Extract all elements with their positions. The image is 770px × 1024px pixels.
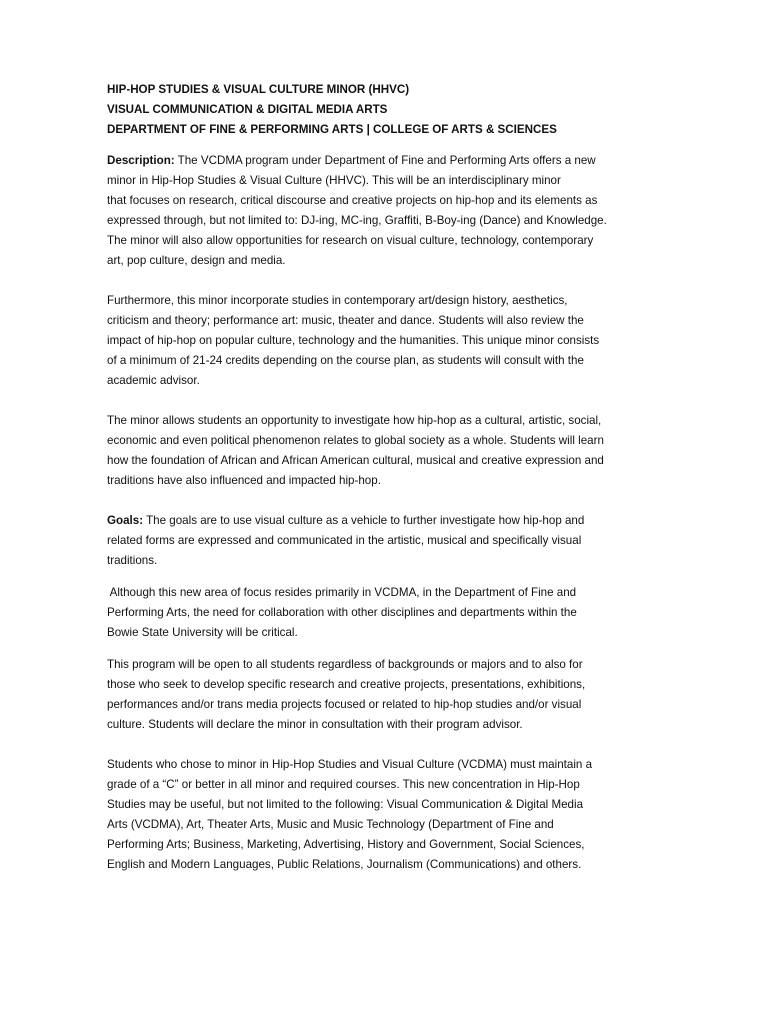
- paragraph-line: academic advisor.: [107, 374, 200, 387]
- description-paragraph: [107, 151, 667, 271]
- document-body: [107, 80, 667, 875]
- paragraph-text: The VCDMA program under Department of Fine and Performing Arts offers a new: [174, 154, 596, 167]
- paragraph-line: traditions have also influenced and impacted hip-hop.: [107, 474, 381, 487]
- paragraph-line: [107, 151, 667, 171]
- paragraph-line: Students who chose to minor in Hip-Hop Studies and Visual Culture (VCDMA) must maintain a: [107, 758, 593, 771]
- paragraph-text: The goals are to use visual culture as a vehicle to further investigate how hip-hop and: [143, 514, 585, 527]
- paragraph-line: grade of a “C” or better in all minor and required courses. This new concentration in Hip-Hop: [107, 778, 580, 791]
- paragraph-line: impact of hip-hop on popular culture, technology and the humanities. This unique minor consists: [107, 334, 600, 347]
- paragraph-line: English and Modern Languages, Public Relations, Journalism (Communications) and others.: [107, 858, 582, 871]
- paragraph-line: The minor will also allow opportunities for research on visual culture, technology, contemporary: [107, 234, 594, 247]
- paragraph-line: expressed through, but not limited to: DJ-ing, MC-ing, Graffiti, B-Boy-ing (Dance) and Knowledge.: [107, 214, 607, 227]
- paragraph-line: performances and/or trans media projects focused or related to hip-hop studies and/or visual: [107, 698, 582, 711]
- goals-paragraph: [107, 511, 667, 571]
- paragraph-line: minor in Hip-Hop Studies & Visual Culture (HHVC). This will be an interdisciplinary minor: [107, 174, 561, 187]
- paragraph-line: [107, 511, 667, 531]
- paragraph-line: traditions.: [107, 554, 158, 567]
- paragraph-line: how the foundation of African and African American cultural, musical and creative expression and: [107, 454, 604, 467]
- paragraph-line: art, pop culture, design and media.: [107, 254, 286, 267]
- paragraph-line: that focuses on research, critical discourse and creative projects on hip-hop and its elements as: [107, 194, 598, 207]
- open-to-all-paragraph: [107, 655, 667, 735]
- paragraph-line: culture. Students will declare the minor in consultation with their program advisor.: [107, 718, 523, 731]
- minor-title: HIP-HOP STUDIES & VISUAL CULTURE MINOR (HHVC): [107, 83, 410, 96]
- furthermore-paragraph: [107, 291, 667, 391]
- paragraph-line: economic and even political phenomenon relates to global society as a whole. Students will learn: [107, 434, 604, 447]
- paragraph-line: Performing Arts; Business, Marketing, Advertising, History and Government, Social Sciences,: [107, 838, 585, 851]
- paragraph-line: Although this new area of focus resides primarily in VCDMA, in the Department of Fine and: [107, 586, 577, 599]
- paragraph-line: of a minimum of 21-24 credits depending on the course plan, as students will consult with the: [107, 354, 584, 367]
- document-header: [107, 80, 667, 140]
- program-title: VISUAL COMMUNICATION & DIGITAL MEDIA ARTS: [107, 103, 388, 116]
- paragraph-line: Studies may be useful, but not limited to the following: Visual Communication & Digital Media: [107, 798, 584, 811]
- requirements-paragraph: [107, 755, 667, 875]
- paragraph-line: Bowie State University will be critical.: [107, 626, 298, 639]
- department-title: DEPARTMENT OF FINE & PERFORMING ARTS | COLLEGE OF ARTS & SCIENCES: [107, 123, 557, 136]
- minor-allows-paragraph: [107, 411, 667, 491]
- goals-label: Goals:: [107, 514, 144, 527]
- paragraph-line: Arts (VCDMA), Art, Theater Arts, Music and Music Technology (Department of Fine and: [107, 818, 554, 831]
- description-label: Description:: [107, 154, 175, 167]
- paragraph-line: criticism and theory; performance art: music, theater and dance. Students will also review the: [107, 314, 584, 327]
- paragraph-line: Performing Arts, the need for collaboration with other disciplines and departments within the: [107, 606, 577, 619]
- paragraph-line: those who seek to develop specific research and creative projects, presentations, exhibitions,: [107, 678, 586, 691]
- paragraph-line: This program will be open to all students regardless of backgrounds or majors and to also for: [107, 658, 583, 671]
- paragraph-line: related forms are expressed and communicated in the artistic, musical and specifically visual: [107, 534, 582, 547]
- although-paragraph: [107, 583, 667, 643]
- paragraph-line: The minor allows students an opportunity to investigate how hip-hop as a cultural, artistic, social,: [107, 414, 602, 427]
- paragraph-line: Furthermore, this minor incorporate studies in contemporary art/design history, aesthetics,: [107, 294, 568, 307]
